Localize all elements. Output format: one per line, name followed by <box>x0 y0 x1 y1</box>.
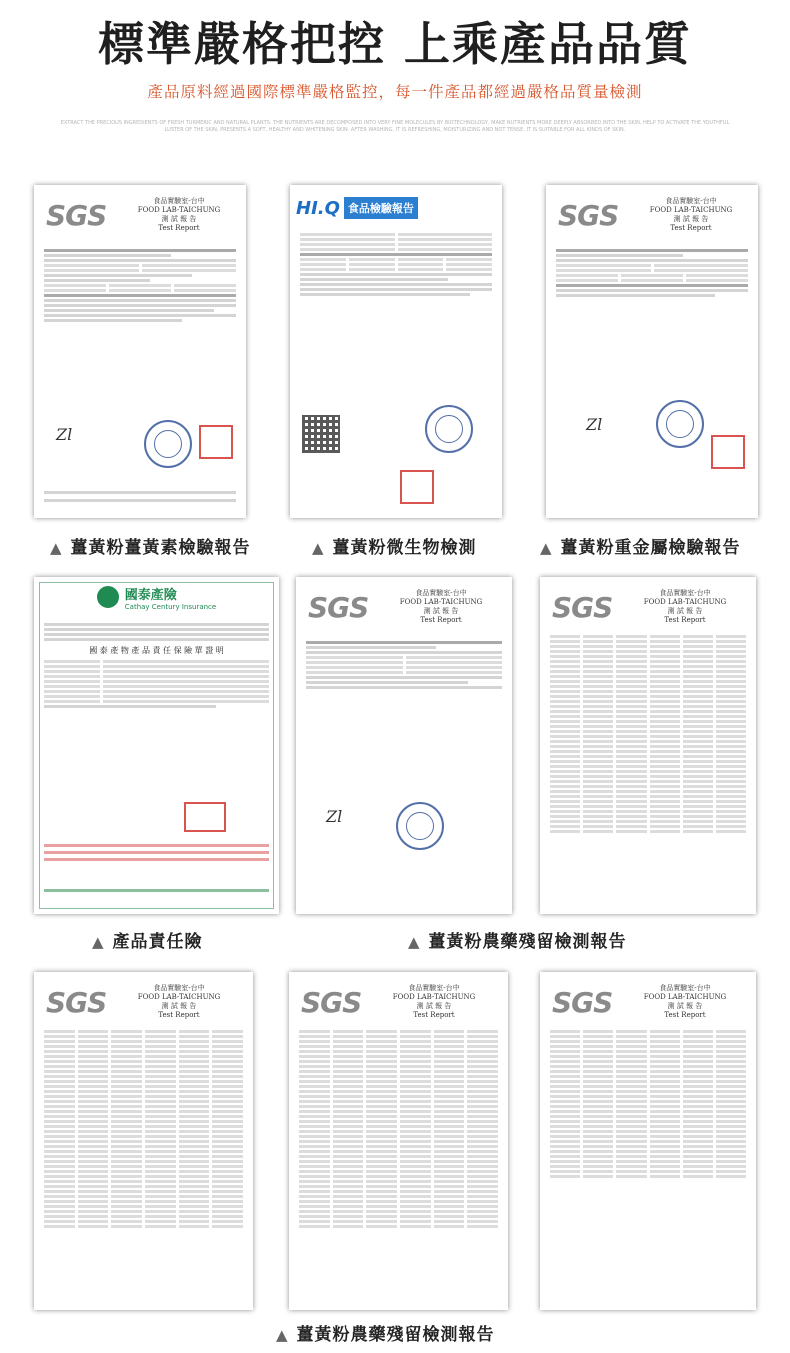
qr-code <box>302 415 340 453</box>
report-header: 食品實驗室-台中 FOOD LAB-TAICHUNG 測 試 報 告 Test Report <box>392 984 476 1019</box>
lab-seal <box>144 420 192 468</box>
red-stamp <box>199 425 233 459</box>
cathay-header: 國泰產險 Cathay Century Insurance <box>34 577 279 617</box>
report-header: 食品實驗室-台中 FOOD LAB-TAICHUNG 測 試 報 告 Test Report <box>643 589 727 624</box>
report-header: 食品實驗室-台中 FOOD LAB-TAICHUNG 測 試 報 告 Test Report <box>643 984 727 1019</box>
lab-seal <box>396 802 444 850</box>
caption-heavy-metal: ▲ 薑黃粉重金屬檢驗報告 <box>540 538 741 558</box>
report-pesticide-4 <box>289 972 508 1310</box>
report-pesticide-5 <box>540 972 756 1310</box>
insurance-doc-title: 國 泰 產 物 產 品 責 任 保 險 單 證 明 <box>89 646 224 655</box>
hiq-logo: HI.Q <box>296 197 340 219</box>
sgs-logo: SGS <box>552 986 613 1019</box>
signature: Zl <box>326 807 343 826</box>
sgs-logo: SGS <box>308 591 369 624</box>
report-pesticide-2 <box>540 577 756 914</box>
lab-seal <box>656 400 704 448</box>
report-curcumin <box>34 185 246 518</box>
fine-print: EXTRACT THE PRECIOUS INGREDIENTS OF FRESH TURMERIC AND NATURAL PLANTS. THE NUTRIENTS ARE DECOMPOSED INTO VERY FINE MOLECULES BY BIOTECHNOLOGY, MAKE NUTRIENTS MORE DEEPLY ABSORBED INTO THE SKIN, HELP TO ACTIVATE THE YOUTHFUL LUSTER OF THE SKIN, PRESENTS A SOFT, HEALTHY AND WHITENING SKIN. AFTER WASHING, IT IS REFRESHING, MOISTURIZING AND NOT TENSE. IT IS SUITABLE FOR ALL KINDS OF SKIN. <box>60 120 730 133</box>
sgs-logo: SGS <box>552 591 613 624</box>
signature: Zl <box>586 415 603 434</box>
sgs-logo: SGS <box>46 986 107 1019</box>
red-stamp <box>711 435 745 469</box>
report-header: 食品實驗室-台中 FOOD LAB-TAICHUNG 測 試 報 告 Test Report <box>649 197 733 232</box>
caption-microbial: ▲ 薑黃粉微生物檢測 <box>312 538 477 558</box>
signature: Zl <box>56 425 73 444</box>
page-subtitle: 產品原料經過國際標準嚴格監控，每一件產品都經過嚴格品質量檢測 <box>147 83 643 101</box>
triangle-icon: ▲ <box>312 539 325 557</box>
caption-pesticide-2: ▲ 薑黃粉農藥殘留檢測報告 <box>276 1325 495 1345</box>
insurance-certificate <box>34 577 279 914</box>
report-pesticide-3 <box>34 972 253 1310</box>
report-header: 食品實驗室-台中 FOOD LAB-TAICHUNG 測 試 報 告 Test Report <box>137 984 221 1019</box>
triangle-icon: ▲ <box>276 1326 289 1344</box>
sgs-logo: SGS <box>46 199 107 232</box>
caption-curcumin: ▲ 薑黃粉薑黃素檢驗報告 <box>50 538 251 558</box>
red-stamp <box>400 470 434 504</box>
caption-insurance: ▲ 產品責任險 <box>92 932 203 952</box>
report-microbial <box>290 185 502 518</box>
sgs-logo: SGS <box>558 199 619 232</box>
page-title: 標準嚴格把控 上乘產品品質 <box>97 17 692 71</box>
report-header: 食品實驗室-台中 FOOD LAB-TAICHUNG 測 試 報 告 Test Report <box>137 197 221 232</box>
report-pesticide-1 <box>296 577 512 914</box>
report-header: 食品實驗室-台中 FOOD LAB-TAICHUNG 測 試 報 告 Test Report <box>399 589 483 624</box>
caption-pesticide-1: ▲ 薑黃粉農藥殘留檢測報告 <box>408 932 627 952</box>
triangle-icon: ▲ <box>540 539 553 557</box>
cathay-logo <box>97 586 119 608</box>
triangle-icon: ▲ <box>92 933 105 951</box>
report-heavy-metal <box>546 185 758 518</box>
sgs-logo: SGS <box>301 986 362 1019</box>
triangle-icon: ▲ <box>50 539 63 557</box>
red-stamp <box>184 802 226 832</box>
hiq-banner <box>296 195 496 221</box>
lab-seal <box>425 405 473 453</box>
hiq-title: 食品檢驗報告 <box>344 197 418 219</box>
triangle-icon: ▲ <box>408 933 421 951</box>
